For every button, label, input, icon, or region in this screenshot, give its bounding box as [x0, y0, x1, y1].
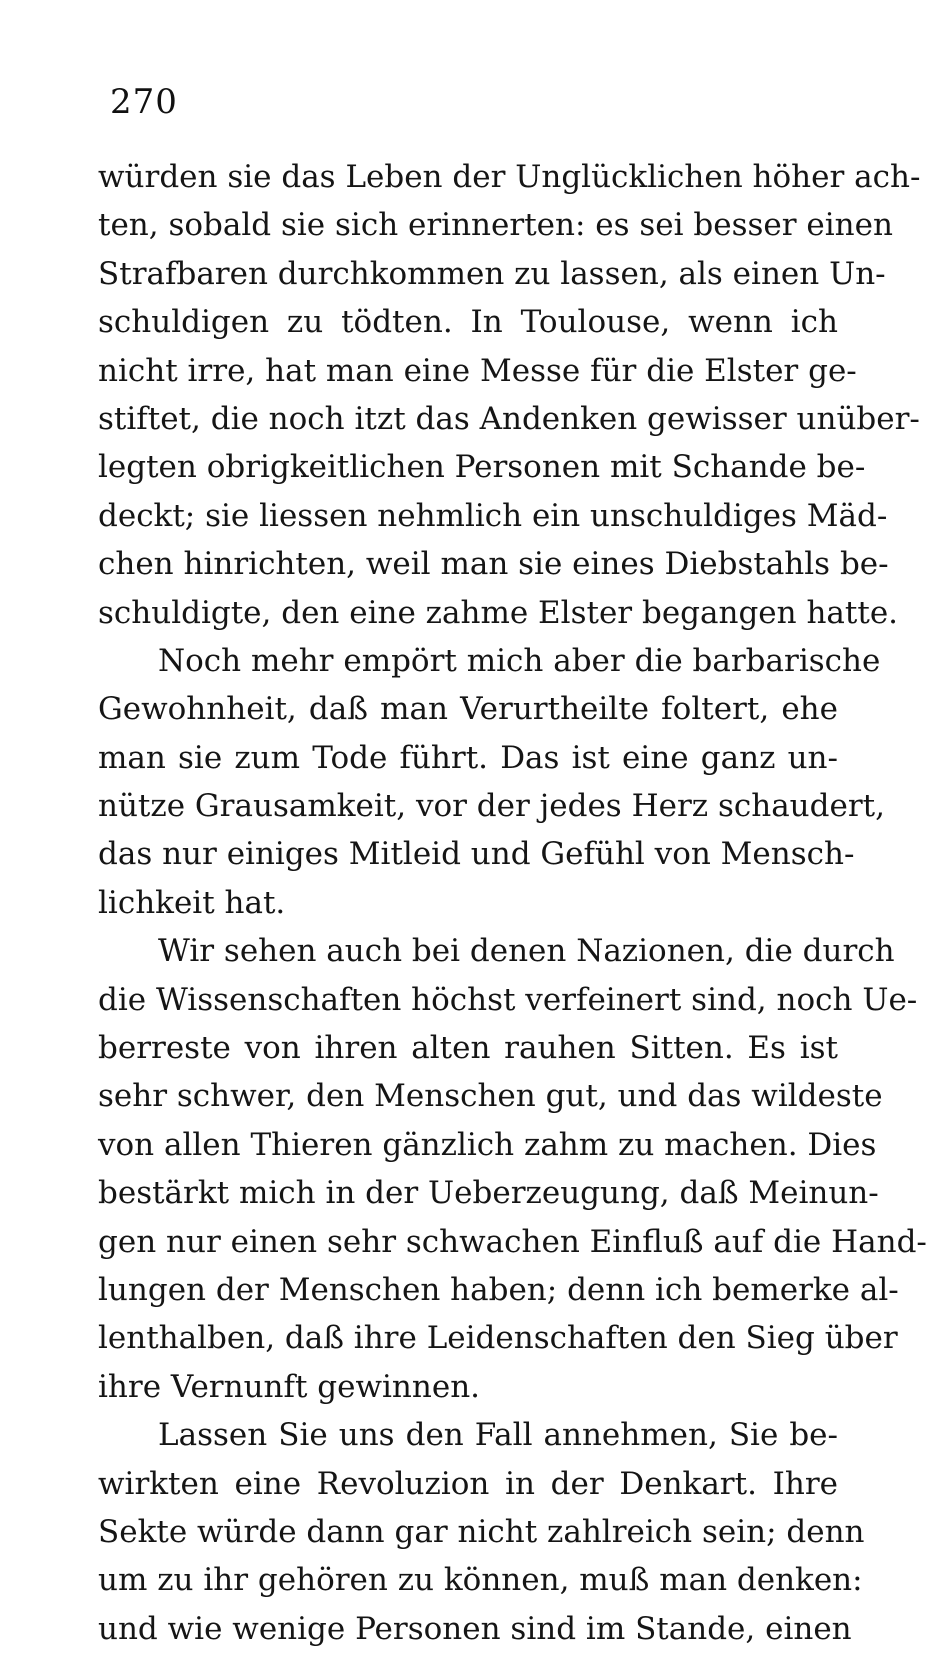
paragraph-start-line: Lassen Sie uns den Fall annehmen, Sie be- — [158, 1417, 838, 1454]
text-line: lichkeit hat. — [98, 884, 286, 921]
text-line: ten, sobald sie sich erinnerten: es sei besser einen — [98, 207, 893, 244]
text-line: bestärkt mich in der Ueberzeugung, daß Meinun- — [98, 1175, 879, 1212]
text-line: und wie wenige Personen sind im Stande, einen — [98, 1610, 852, 1647]
text-line: würden sie das Leben der Unglücklichen höher ach- — [98, 159, 921, 195]
text-line: man sie zum Tode führt. Das ist eine ganz un- — [98, 739, 838, 776]
text-line: lungen der Menschen haben; denn ich bemerke al- — [98, 1271, 899, 1308]
paragraph-start-line: Noch mehr empört mich aber die barbarische — [158, 642, 881, 679]
text-line: Gewohnheit, daß man Verurtheilte foltert, ehe — [98, 691, 838, 728]
text-line: schuldigte, den eine zahme Elster begangen hatte. — [98, 594, 899, 631]
text-line: berreste von ihren alten rauhen Sitten. Es ist — [98, 1030, 838, 1067]
text-line: chen hinrichten, weil man sie eines Diebstahls be- — [98, 546, 889, 583]
body-text — [98, 153, 927, 1653]
text-line: das nur einiges Mitleid und Gefühl von Mensch- — [98, 836, 855, 873]
text-line: lenthalben, daß ihre Leidenschaften den Sieg über — [98, 1320, 898, 1357]
text-line: nütze Grausamkeit, vor der jedes Herz schaudert, — [98, 788, 885, 825]
text-line: Strafbaren durchkommen zu lassen, als einen Un- — [98, 255, 886, 292]
text-line: legten obrigkeitlichen Personen mit Schande be- — [98, 449, 866, 486]
paragraph-start-line: Wir sehen auch bei denen Nazionen, die durch — [158, 933, 895, 970]
text-line: die Wissenschaften höchst verfeinert sind, noch Ue- — [98, 981, 918, 1018]
text-line: Sekte würde dann gar nicht zahlreich sein; denn — [98, 1513, 865, 1550]
text-line: um zu ihr gehören zu können, muß man denken: — [98, 1562, 863, 1599]
text-line: nicht irre, hat man eine Messe für die Elster ge- — [98, 352, 857, 389]
text-line: wirkten eine Revoluzion in der Denkart. Ihre — [98, 1465, 838, 1502]
text-line: gen nur einen sehr schwachen Einfluß auf die Hand- — [98, 1223, 927, 1260]
text-line: deckt; sie liessen nehmlich ein unschuldiges Mäd- — [98, 497, 888, 534]
text-line: ihre Vernunft gewinnen. — [98, 1368, 481, 1405]
text-line: schuldigen zu tödten. In Toulouse, wenn ich — [98, 304, 838, 341]
text-line: sehr schwer, den Menschen gut, und das wildeste — [98, 1078, 883, 1115]
text-line: von allen Thieren gänzlich zahm zu machen. Dies — [98, 1126, 877, 1163]
text-line: stiftet, die noch itzt das Andenken gewisser unüber- — [98, 400, 920, 437]
page-number: 270 — [110, 82, 178, 122]
